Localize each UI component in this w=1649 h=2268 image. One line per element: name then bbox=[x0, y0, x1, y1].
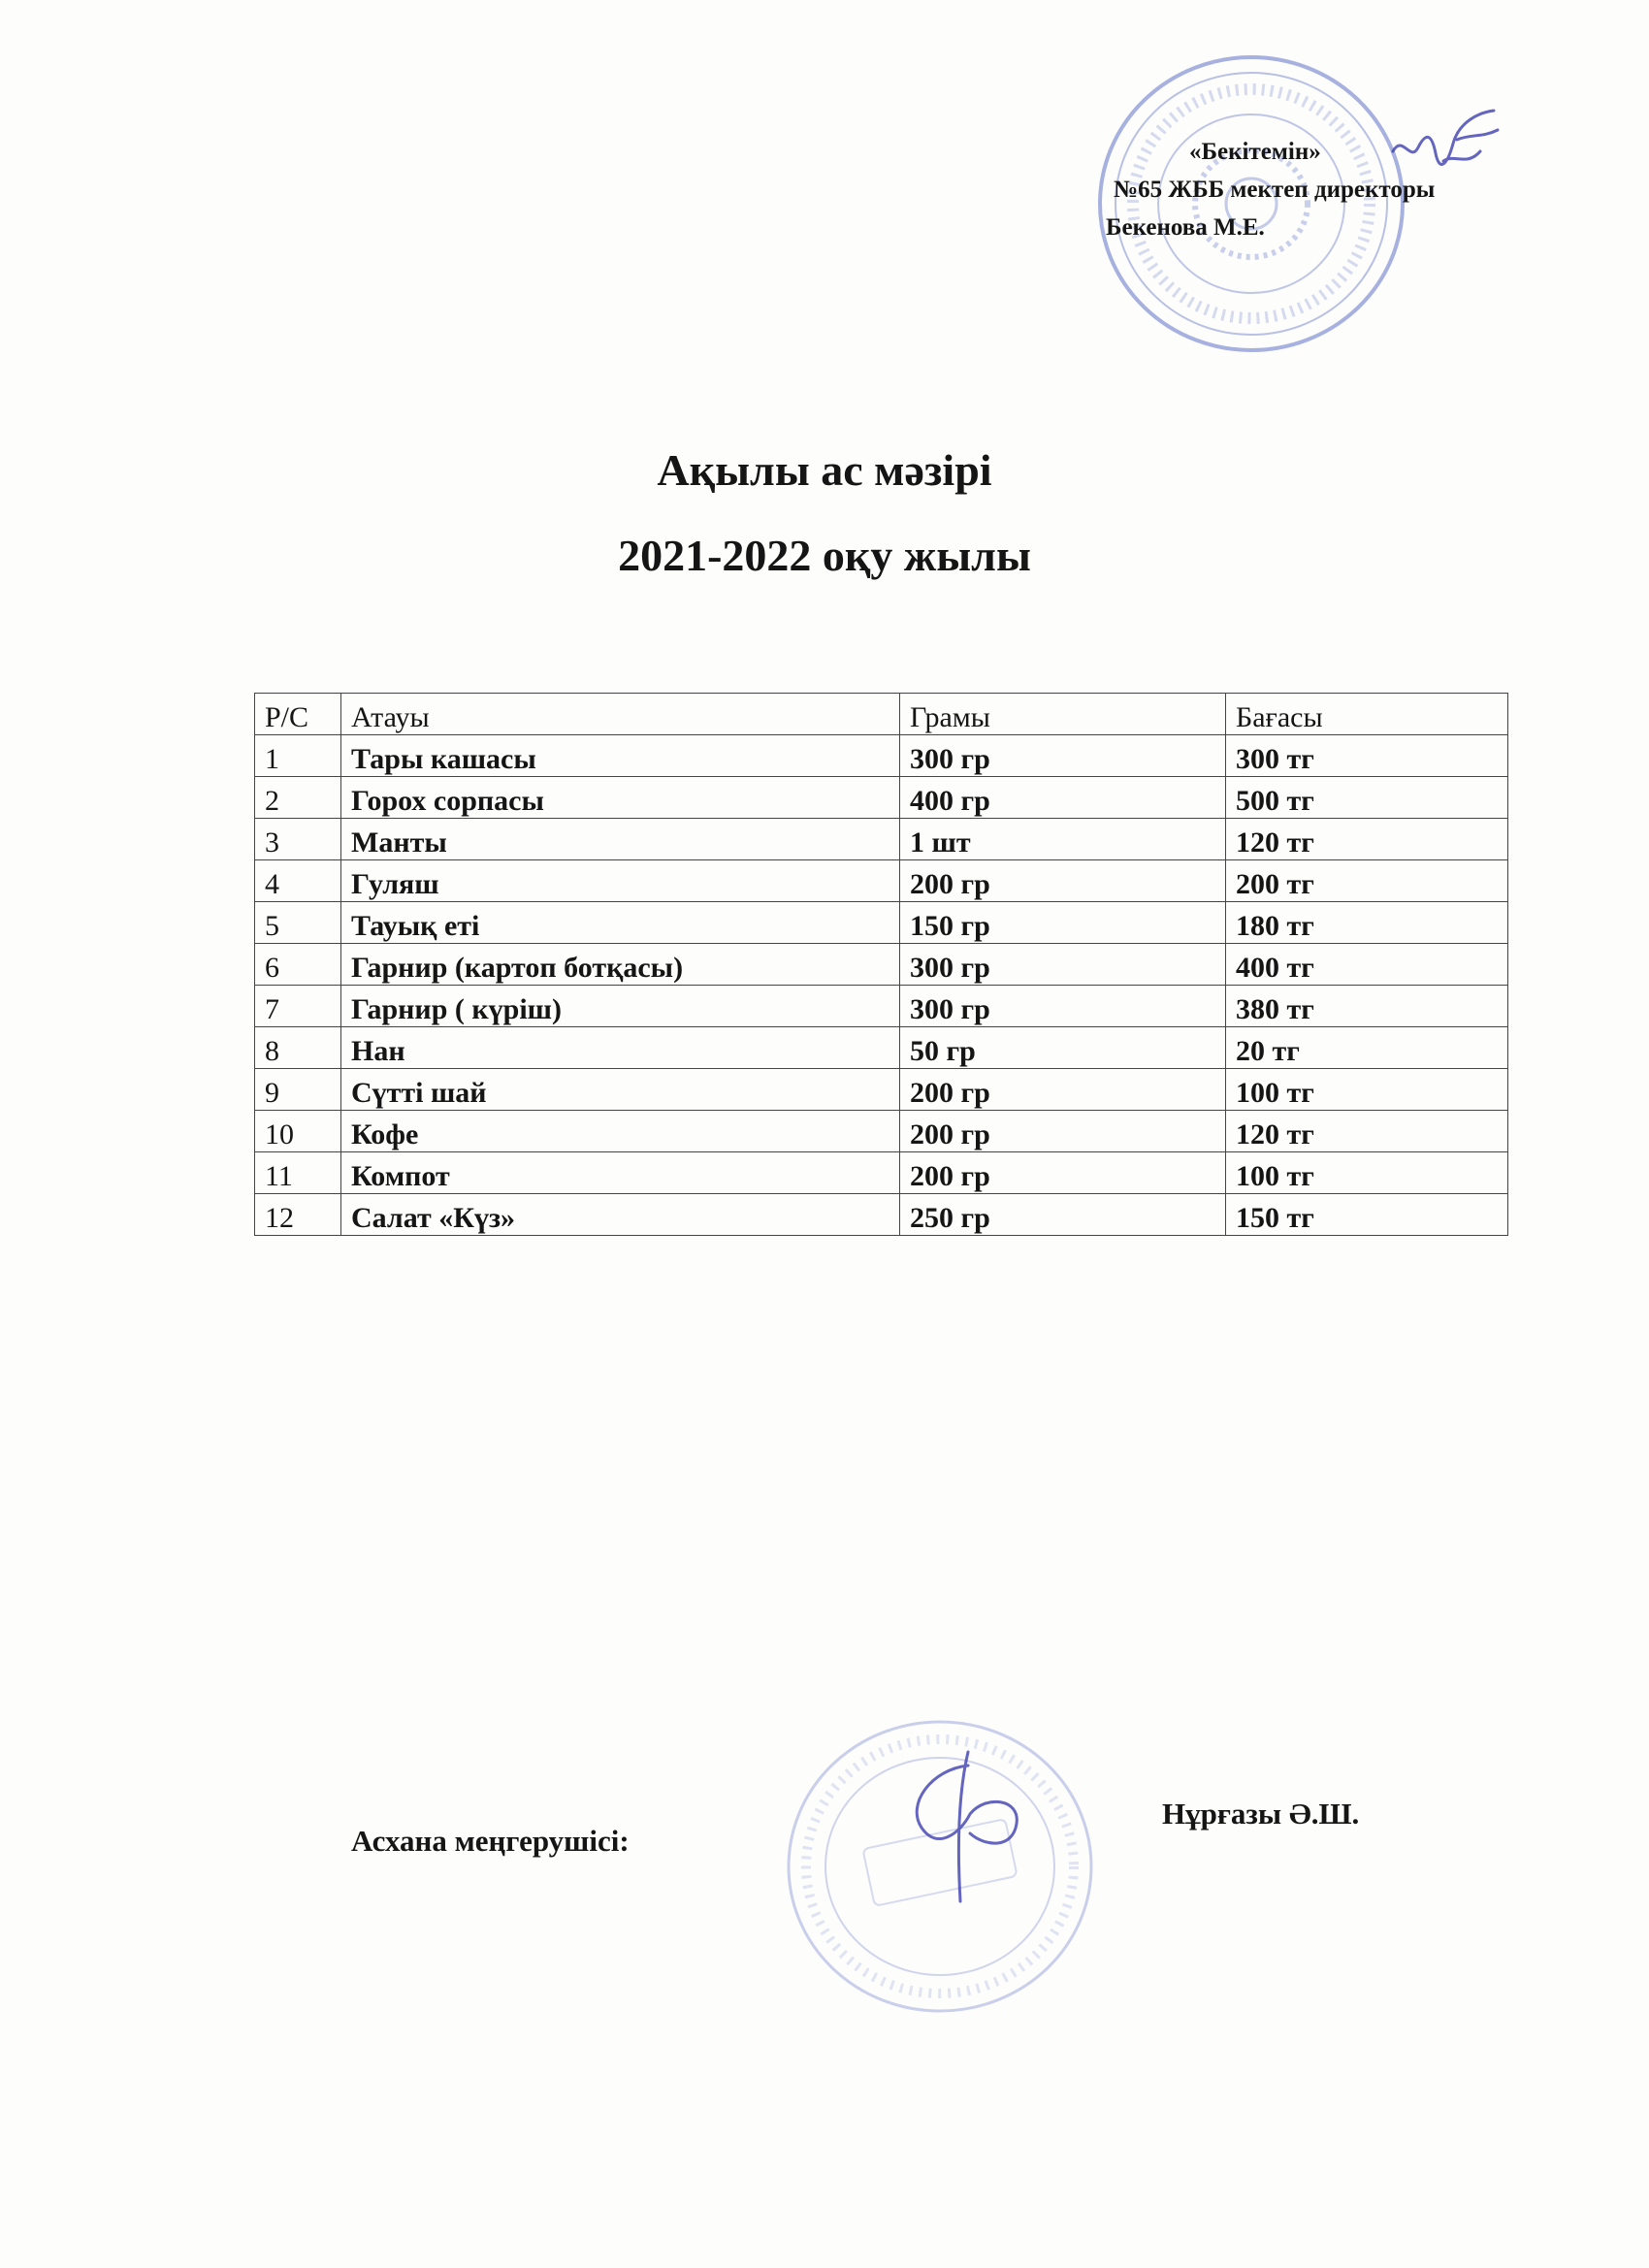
row-number: 3 bbox=[255, 819, 341, 860]
table-header-row bbox=[255, 694, 1508, 735]
table-row bbox=[255, 944, 1508, 986]
table-row bbox=[255, 735, 1508, 777]
table-row bbox=[255, 902, 1508, 944]
row-dish-name: Тары кашасы bbox=[341, 735, 900, 777]
header-price: Бағасы bbox=[1226, 694, 1508, 735]
row-weight: 50 гр bbox=[900, 1027, 1226, 1069]
table-row bbox=[255, 819, 1508, 860]
row-dish-name: Манты bbox=[341, 819, 900, 860]
menu-table bbox=[254, 693, 1508, 1236]
row-price: 180 тг bbox=[1226, 902, 1508, 944]
row-weight: 200 гр bbox=[900, 860, 1226, 902]
row-price: 100 тг bbox=[1226, 1069, 1508, 1111]
row-weight: 1 шт bbox=[900, 819, 1226, 860]
row-number: 5 bbox=[255, 902, 341, 944]
row-number: 9 bbox=[255, 1069, 341, 1111]
row-weight: 300 гр bbox=[900, 986, 1226, 1027]
row-weight: 300 гр bbox=[900, 944, 1226, 986]
table-row bbox=[255, 1027, 1508, 1069]
row-number: 11 bbox=[255, 1152, 341, 1194]
row-dish-name: Компот bbox=[341, 1152, 900, 1194]
table-row bbox=[255, 1111, 1508, 1152]
row-dish-name: Горох сорпасы bbox=[341, 777, 900, 819]
manager-signature bbox=[892, 1746, 1038, 1911]
table-row bbox=[255, 1069, 1508, 1111]
approval-word: «Бекітемін» bbox=[1189, 139, 1321, 165]
row-weight: 200 гр bbox=[900, 1152, 1226, 1194]
header-name: Атауы bbox=[341, 694, 900, 735]
row-dish-name: Кофе bbox=[341, 1111, 900, 1152]
row-weight: 150 гр bbox=[900, 902, 1226, 944]
table-row bbox=[255, 986, 1508, 1027]
row-number: 2 bbox=[255, 777, 341, 819]
table-row bbox=[255, 777, 1508, 819]
row-weight: 250 гр bbox=[900, 1194, 1226, 1236]
row-price: 150 тг bbox=[1226, 1194, 1508, 1236]
row-price: 20 тг bbox=[1226, 1027, 1508, 1069]
table-row bbox=[255, 1152, 1508, 1194]
row-number: 12 bbox=[255, 1194, 341, 1236]
canteen-seal-bottom bbox=[784, 1717, 1096, 2016]
row-weight: 200 гр bbox=[900, 1111, 1226, 1152]
approval-director-name: Бекенова М.Е. bbox=[1106, 213, 1265, 241]
row-dish-name: Гуляш bbox=[341, 860, 900, 902]
row-price: 120 тг bbox=[1226, 819, 1508, 860]
row-dish-name: Тауық еті bbox=[341, 902, 900, 944]
row-price: 120 тг bbox=[1226, 1111, 1508, 1152]
row-price: 500 тг bbox=[1226, 777, 1508, 819]
row-weight: 400 гр bbox=[900, 777, 1226, 819]
row-number: 1 bbox=[255, 735, 341, 777]
row-number: 6 bbox=[255, 944, 341, 986]
header-weight: Грамы bbox=[900, 694, 1226, 735]
canteen-manager-label: Асхана меңгерушісі: bbox=[351, 1824, 630, 1858]
table-row bbox=[255, 1194, 1508, 1236]
row-price: 300 тг bbox=[1226, 735, 1508, 777]
row-price: 200 тг bbox=[1226, 860, 1508, 902]
row-price: 400 тг bbox=[1226, 944, 1508, 986]
row-number: 8 bbox=[255, 1027, 341, 1069]
row-price: 100 тг bbox=[1226, 1152, 1508, 1194]
row-number: 4 bbox=[255, 860, 341, 902]
row-weight: 300 гр bbox=[900, 735, 1226, 777]
row-dish-name: Сүтті шай bbox=[341, 1069, 900, 1111]
canteen-manager-name: Нұрғазы Ә.Ш. bbox=[1162, 1797, 1360, 1831]
row-number: 10 bbox=[255, 1111, 341, 1152]
approval-block bbox=[1106, 134, 1435, 246]
row-dish-name: Салат «Күз» bbox=[341, 1194, 900, 1236]
approval-organization: №65 ЖББ мектеп директоры bbox=[1114, 176, 1436, 203]
document-title: Ақылы ас мәзірі bbox=[657, 445, 992, 495]
row-number: 7 bbox=[255, 986, 341, 1027]
row-dish-name: Нан bbox=[341, 1027, 900, 1069]
row-price: 380 тг bbox=[1226, 986, 1508, 1027]
row-weight: 200 гр bbox=[900, 1069, 1226, 1111]
row-dish-name: Гарнир ( күріш) bbox=[341, 986, 900, 1027]
row-dish-name: Гарнир (картоп ботқасы) bbox=[341, 944, 900, 986]
document-subtitle-year: 2021-2022 оқу жылы bbox=[618, 531, 1031, 580]
header-number: Р/С bbox=[255, 694, 341, 735]
table-row bbox=[255, 860, 1508, 902]
